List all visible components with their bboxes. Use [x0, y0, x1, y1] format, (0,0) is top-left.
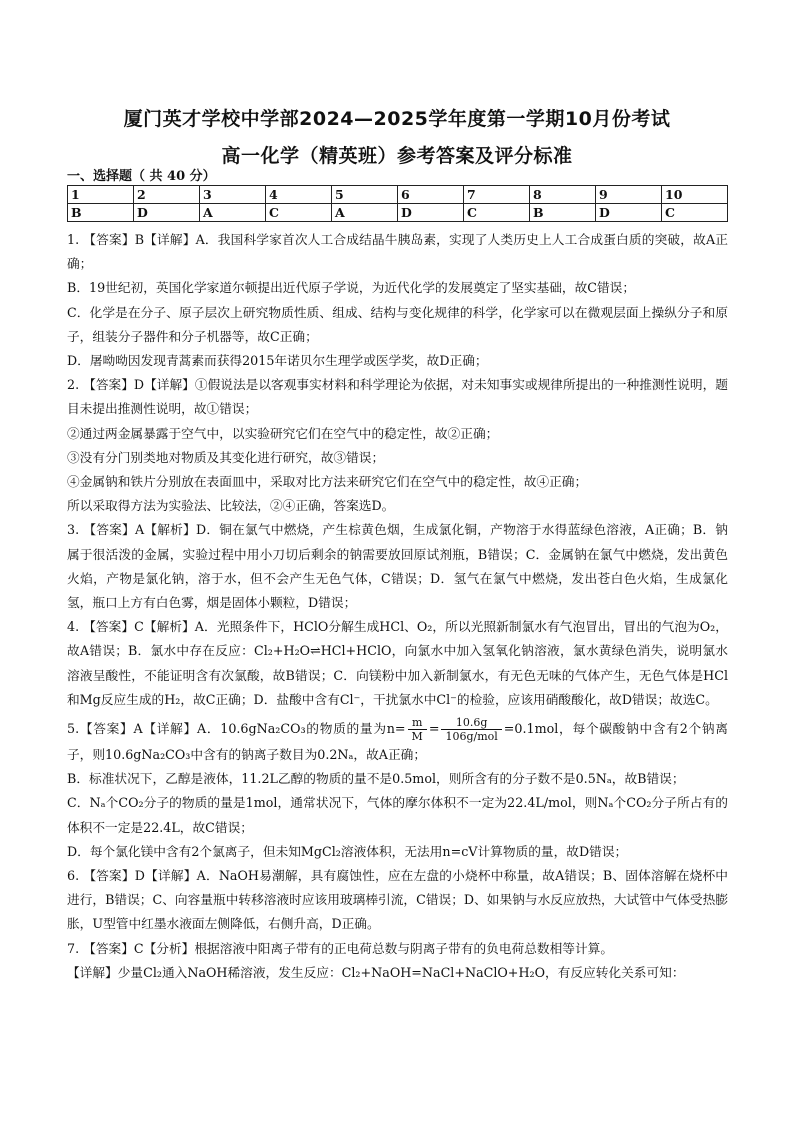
q7-analysis: 7. 【答案】C【分析】根据溶液中阳离子带有的正电荷总数与阴离子带有的负电荷总数相等计算。 — [67, 940, 614, 956]
fraction-numerator: m — [408, 716, 427, 730]
q5-explanation — [67, 716, 728, 767]
q3-explanation: 3. 【答案】A【解析】D．铜在氯气中燃烧，产生棕黄色烟，生成氯化铜，产物溶于水得蓝绿色溶液，A正确；B．钠属于很活泼的金属，实验过程中用小刀切后剩余的钠需要放回原试剂瓶，B错误；C．金属钠在氯气中燃烧，发出黄色火焰，产物是氯化钠，溶于水，但不会产生无色气体，C错误；D．氢气在氯气中燃烧，发出苍白色火焰，生成氯化氢，瓶口上方有白色雾，烟是固体小颗粒，D错误； — [67, 522, 728, 611]
q2-item-3: ③没有分门别类地对物质及其变化进行研究，故③错误； — [67, 449, 385, 465]
q6-explanation: 6. 【答案】D【详解】A．NaOH易潮解，具有腐蚀性，应在左盘的小烧杯中称量，故A错误；B、固体溶解在烧杯中进行，B错误；C、向容量瓶中转移溶液时应该用玻璃棒引流，C错误；D、如果钠与水反应放热，大试管中气体受热膨胀，U型管中红墨水液面左侧降低，右侧升高，D正确。 — [67, 868, 728, 932]
q5-option-d: D．每个氯化镁中含有2个氯离子，但未知MgCl₂溶液体积，无法用n=cV计算物质的量，故D错误； — [67, 843, 628, 859]
q2-conclusion: 所以采取得方法为实验法、比较法，②④正确，答案选D。 — [67, 498, 395, 514]
fraction-denominator: 106g/mol — [445, 730, 498, 744]
fraction-denominator: M — [411, 730, 423, 744]
question-number: 9 — [596, 186, 662, 204]
question-number: 7 — [464, 186, 530, 204]
answer-letter: B — [530, 204, 596, 222]
question-number: 2 — [134, 186, 200, 204]
q5-text-pre: 5.【答案】A【详解】A．10.6gNa₂CO₃的物质的量为n= — [67, 721, 406, 737]
q2-item-4: ④金属钠和铁片分别放在表面皿中，采取对比方法来研究它们在空气中的稳定性，故④正确； — [67, 474, 588, 490]
q1-option-c: C．化学是在分子、原子层次上研究物质性质、组成、结构与变化规律的科学，化学家可以在微观层面上操纵分子和原子，组装分子器件和分子机器等，故C正确； — [67, 304, 728, 344]
section-heading-choice: 一、选择题（ 共 40 分） — [67, 169, 216, 184]
question-number: 8 — [530, 186, 596, 204]
q5-text-post: =0.1mol，每个碳酸钠中含有2个钠离子，则10.6gNa₂CO₃中含有的钠离子数目为0.2Nₐ，故A正确； — [67, 721, 728, 763]
q2-item-2: ②通过两金属暴露于空气中，以实验研究它们在空气中的稳定性，故②正确； — [67, 425, 499, 441]
question-number: 10 — [662, 186, 728, 204]
q2-explanation: 2. 【答案】D【详解】①假说法是以客观事实材料和科学理论为依据，对未知事实或规律所提出的一种推测性说明，题目未提出推测性说明，故①错误； — [67, 377, 728, 417]
question-number-row — [68, 186, 728, 204]
answer-key-table — [67, 185, 728, 222]
formula-fraction — [408, 716, 427, 743]
q7-detail: 【详解】少量Cl₂通入NaOH稀溶液，发生反应：Cl₂+NaOH=NaCl+NaClO+H₂O，有反应转化关系可知： — [67, 964, 685, 980]
fraction-numerator: 10.6g — [441, 716, 501, 730]
q1-explanation: 1. 【答案】B【详解】A．我国科学家首次人工合成结晶牛胰岛素，实现了人类历史上人工合成蛋白质的突破，故A正确； — [67, 232, 728, 272]
answer-letter: C — [662, 204, 728, 222]
exam-subtitle: 高一化学（精英班）参考答案及评分标准 — [221, 145, 573, 167]
value-fraction — [441, 716, 501, 743]
question-number: 4 — [266, 186, 332, 204]
q5-option-c: C．Nₐ个CO₂分子的物质的量是1mol，通常状况下，气体的摩尔体积不一定为22.4L/mol，则Nₐ个CO₂分子所占有的体积不一定是22.4L，故C错误； — [67, 795, 728, 835]
q1-option-d: D．屠呦呦因发现青蒿素而获得2015年诺贝尔生理学或医学奖，故D正确； — [67, 353, 488, 369]
answer-letter: D — [134, 204, 200, 222]
answer-letter: C — [266, 204, 332, 222]
question-number: 5 — [332, 186, 398, 204]
q5-option-b: B．标准状况下，乙醇是液体，11.2L乙醇的物质的量不是0.5mol，则所含有的分子数不是0.5Nₐ，故B错误； — [67, 771, 685, 787]
answer-row — [68, 204, 728, 222]
question-number: 6 — [398, 186, 464, 204]
answer-letter: D — [596, 204, 662, 222]
answer-letter: C — [464, 204, 530, 222]
exam-title: 厦门英才学校中学部2024—2025学年度第一学期10月份考试 — [123, 108, 671, 130]
answer-letter: B — [68, 204, 134, 222]
explanations — [67, 228, 728, 985]
q4-explanation: 4. 【答案】C【解析】A．光照条件下，HClO分解生成HCl、O₂，所以光照新制氯水有气泡冒出，冒出的气泡为O₂，故A错误；B．氯水中存在反应：Cl₂+H₂O⇌HCl+HClO，向氯水中加入氢氧化钠溶液，氯水黄绿色消失，说明氯水溶液呈酸性，不能证明含有次氯酸，故B错误；C．向镁粉中加入新制氯水，有无色无味的气体产生，无色气体是HCl和Mg反应生成的H₂，故C正确；D．盐酸中含有Cl⁻，干扰氯水中Cl⁻的检验，应该用硝酸酸化，故D错误；故选C。 — [67, 619, 728, 707]
question-number: 3 — [200, 186, 266, 204]
q1-option-b: B．19世纪初，英国化学家道尔顿提出近代原子学说，为近代化学的发展奠定了坚实基础，故C错误； — [67, 280, 636, 296]
question-number: 1 — [68, 186, 134, 204]
answer-letter: A — [200, 204, 266, 222]
equals-sign: = — [428, 721, 440, 737]
answer-letter: A — [332, 204, 398, 222]
answer-letter: D — [398, 204, 464, 222]
